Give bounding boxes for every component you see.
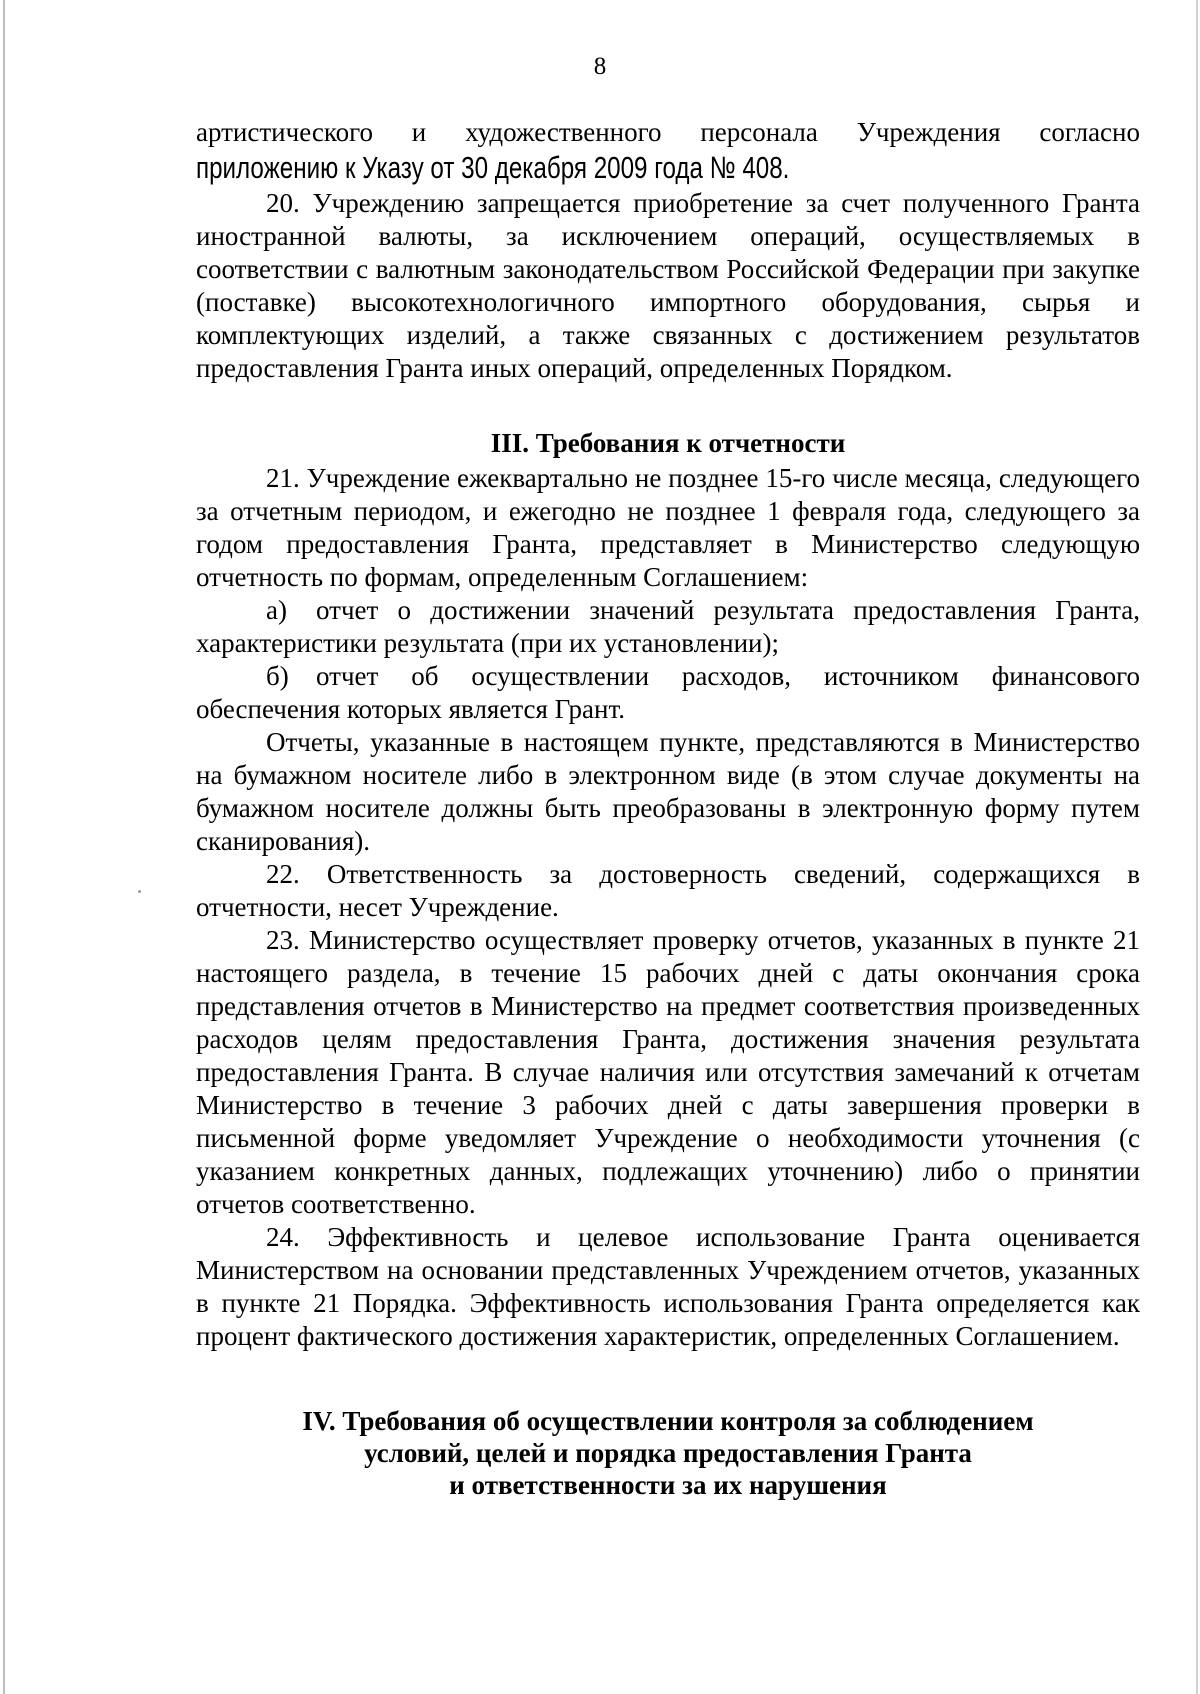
document-body [196,116,1140,1501]
subitem-a-marker: а) [266,595,287,625]
paragraph-item-20: 20. Учреждению запрещается приобретение за счет полученного Гранта иностранной валюты, за исключением операций, осуществляемых в соответствии с валютным законодательством Российской Федерации при закупке (поставке) высокотехнологичного импортного оборудования, сырья и комплектующих изделий, а также связанных с достижением результатов предоставления Гранта иных операций, определенных Порядком. [196,188,1140,383]
section-3-heading: III. Требования к отчетности [490,428,846,458]
continuation-line-1: артистического и художественного персонала Учреждения согласно [196,117,1140,147]
paragraph-reports-note: Отчеты, указанные в настоящем пункте, представляются в Министерство на бумажном носителе либо в электронном виде (в этом случае документы на бумажном носителе должны быть преобразованы в электронную форму путем сканирования). [196,727,1140,856]
paragraph-item-22: 22. Ответственность за достоверность сведений, содержащихся в отчетности, несет Учреждение. [196,859,1140,922]
subitem-b-text: отчет об осуществлении расходов, источником финансового обеспечения которых является Грант. [196,661,1140,724]
section-4-heading-line-3: и ответственности за их нарушения [449,1470,887,1500]
subitem-b-marker: б) [266,661,289,691]
continuation-line-2: приложению к Указу от 30 декабря 2009 года № 408. [196,150,790,185]
section-4-heading-line-1: IV. Требования об осуществлении контроля за соблюдением [302,1406,1034,1436]
paragraph-item-24: 24. Эффективность и целевое использование Гранта оценивается Министерством на основании представленных Учреждением отчетов, указанных в пункте 21 Порядка. Эффективность использования Гранта определяется как процент фактического достижения характеристик, определенных Соглашением. [196,1222,1140,1351]
subitem-a [196,594,1140,660]
page-number: 8 [593,53,607,80]
scan-edge-right [1196,0,1198,1694]
scan-edge-left [3,0,5,1694]
subitem-a-text: отчет о достижении значений результата предоставления Гранта, характеристики результата (при их установлении); [196,595,1140,658]
section-4-heading-line-2: условий, целей и порядка предоставления Гранта [364,1438,972,1468]
scan-speck [138,890,141,893]
paragraph-item-23: 23. Министерство осуществляет проверку отчетов, указанных в пункте 21 настоящего раздела, в течение 15 рабочих дней с даты окончания срока представления отчетов в Министерство на предмет соответствия произведенных расходов целям предоставления Гранта, достижения значения результата предоставления Гранта. В случае наличия или отсутствия замечаний к отчетам Министерство в течение 3 рабочих дней с даты завершения проверки в письменной форме уведомляет Учреждение о необходимости уточнения (с указанием конкретных данных, подлежащих уточнению) либо о принятии отчетов соответственно. [196,925,1140,1219]
section-4-heading [196,1405,1140,1501]
paragraph-item-21: 21. Учреждение ежеквартально не позднее 15-го числе месяца, следующего за отчетным периодом, и ежегодно не позднее 1 февраля года, следующего за годом предоставления Гранта, представляет в Министерство следующую отчетность по формам, определенным Соглашением: [196,463,1140,592]
subitem-b [196,660,1140,726]
